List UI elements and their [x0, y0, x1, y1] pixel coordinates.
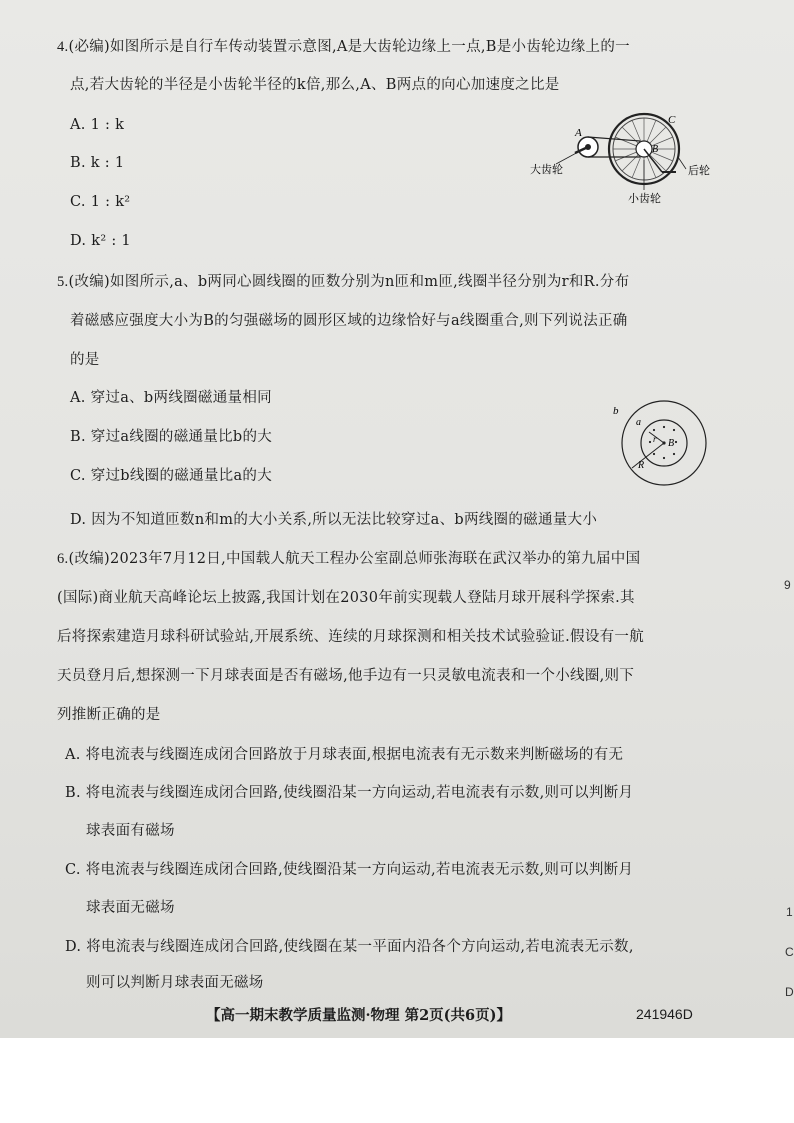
q6-line2: (国际)商业航天高峰论坛上披露,我国计划在2030年前实现载人登陆月球开展科学探索.其	[57, 590, 635, 606]
svg-text:后轮: 后轮	[688, 165, 710, 177]
svg-text:大齿轮: 大齿轮	[530, 164, 563, 176]
q5-option-d: D. 因为不知道匝数n和m的大小关系,所以无法比较穿过a、b两线圈的磁通量大小	[70, 512, 598, 528]
edge-mark-4: D	[785, 985, 794, 999]
q6-option-c-cont: 球表面无磁场	[86, 900, 175, 916]
q6-option-a: A. 将电流表与线圈连成闭合回路放于月球表面,根据电流表有无示数来判断磁场的有无	[65, 747, 624, 763]
edge-mark-1: 9	[784, 578, 791, 592]
svg-text:A: A	[575, 127, 582, 139]
q6-line4: 天员登月后,想探测一下月球表面是否有磁场,他手边有一只灵敏电流表和一个小线圈,则下	[57, 668, 635, 684]
svg-text:b: b	[613, 405, 619, 417]
svg-text:B: B	[652, 144, 659, 155]
q4-option-a: A. 1 : k	[70, 117, 125, 133]
edge-mark-3: C	[785, 945, 794, 959]
q6-option-d-cont: 则可以判断月球表面无磁场	[86, 975, 264, 991]
q6-option-d: D. 将电流表与线圈连成闭合回路,使线圈在某一平面内沿各个方向运动,若电流表无示数,	[65, 939, 634, 955]
q6-option-b: B. 将电流表与线圈连成闭合回路,使线圈沿某一方向运动,若电流表有示数,则可以判断月	[65, 785, 634, 801]
q4-line2: 点,若大齿轮的半径是小齿轮半径的k倍,那么,A、B两点的向心加速度之比是	[70, 77, 560, 93]
q6-option-b-cont: 球表面有磁场	[86, 823, 175, 839]
page-footer: 【高一期末教学质量监测·物理 第2页(共6页)】	[206, 1007, 511, 1024]
q4-line1: 4.(必编)如图所示是自行车传动装置示意图,A是大齿轮边缘上一点,B是小齿轮边缘上的一	[57, 39, 630, 55]
svg-text:R: R	[638, 460, 645, 471]
bicycle-transmission-figure	[528, 110, 728, 210]
q5-line2: 着磁感应强度大小为B的匀强磁场的圆形区域的边缘恰好与a线圈重合,则下列说法正确	[70, 313, 628, 329]
concentric-coils-figure	[608, 398, 718, 490]
q4-option-b: B. k : 1	[70, 155, 125, 171]
exam-code: 241946D	[636, 1006, 693, 1022]
q5-option-c: C. 穿过b线圈的磁通量比a的大	[70, 468, 273, 484]
q6-option-c: C. 将电流表与线圈连成闭合回路,使线圈沿某一方向运动,若电流表无示数,则可以判断月	[65, 862, 634, 878]
svg-text:B: B	[668, 438, 675, 449]
q6-line1: 6.(改编)2023年7月12日,中国载人航天工程办公室副总师张海联在武汉举办的第九届中国	[57, 551, 641, 567]
q5-line1: 5.(改编)如图所示,a、b两同心圆线圈的匝数分别为n匝和m匝,线圈半径分别为r和R.分布	[57, 274, 630, 290]
q6-line5: 列推断正确的是	[57, 707, 161, 723]
q5-option-a: A. 穿过a、b两线圈磁通量相同	[70, 390, 272, 406]
q4-option-d: D. k² : 1	[70, 233, 131, 249]
edge-mark-2: 1	[786, 905, 793, 919]
svg-text:r: r	[653, 434, 657, 444]
svg-text:小齿轮: 小齿轮	[628, 193, 661, 205]
q6-line3: 后将探索建造月球科研试验站,开展系统、连续的月球探测和相关技术试验验证.假设有一航	[57, 629, 645, 645]
q4-option-c: C. 1 : k²	[70, 194, 131, 210]
svg-text:C: C	[668, 114, 676, 126]
q5-option-b: B. 穿过a线圈的磁通量比b的大	[70, 429, 273, 445]
q5-line3: 的是	[70, 352, 100, 368]
svg-text:a: a	[636, 417, 641, 428]
